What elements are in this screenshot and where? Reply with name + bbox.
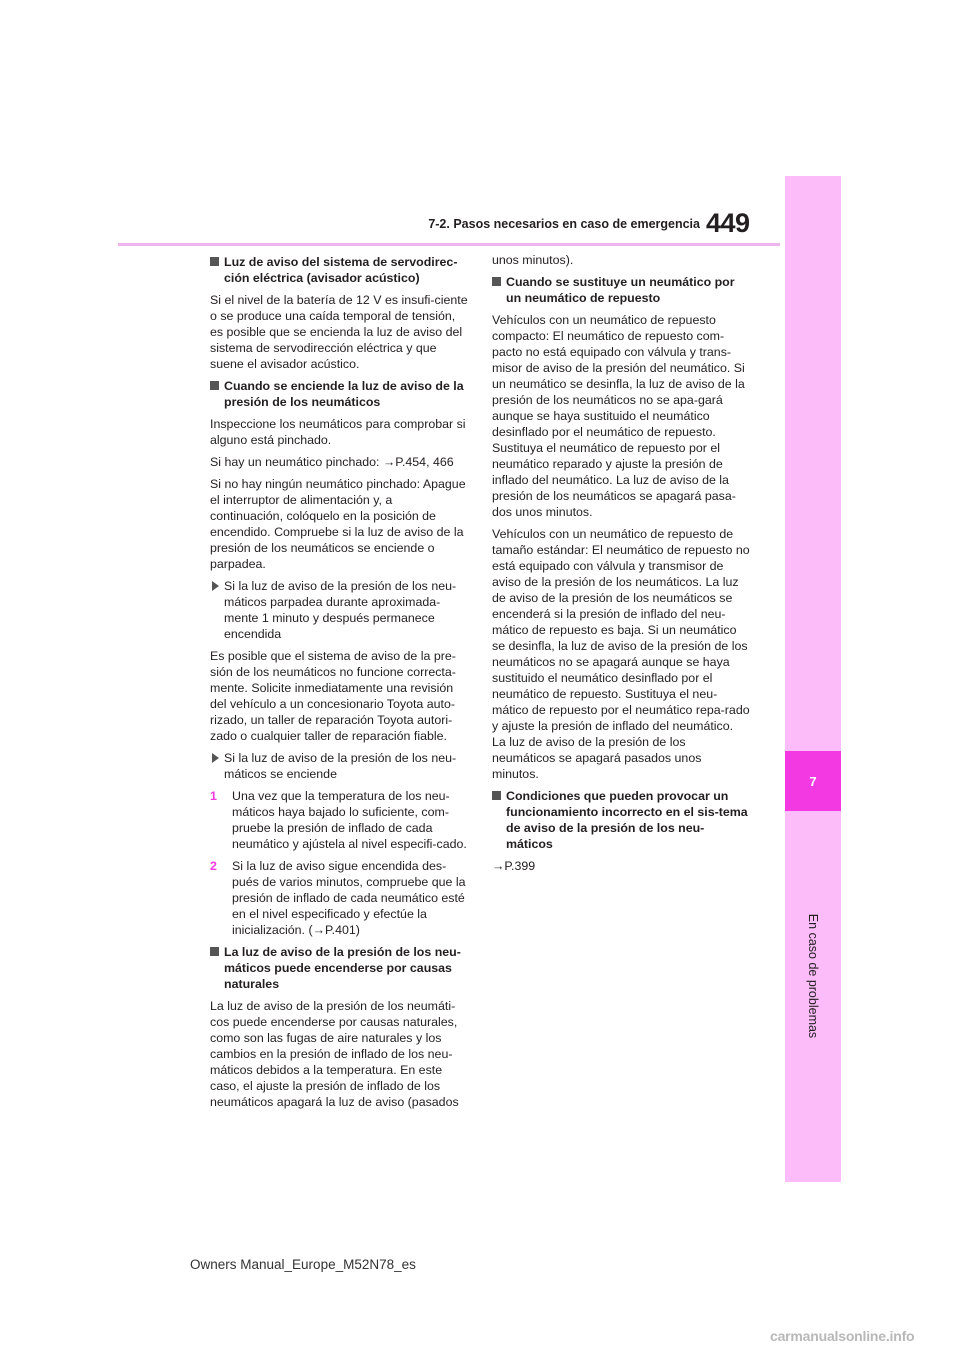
- heading-natural-causes: La luz de aviso de la presión de los neu-máticos puede encenderse por causas naturales: [210, 944, 468, 992]
- paragraph: Es posible que el sistema de aviso de la pre-sión de los neumáticos no funcione correcta-mente. Solicite inmediatamente una revisión del vehículo a un concesionario Toyota auto-rizado, un taller de reparación Toyota autori-zado o cualquier taller de reparación fiable.: [210, 649, 456, 743]
- chapter-side-tab: [785, 176, 841, 1182]
- step-2: 2 Si la luz de aviso sigue encendida des-pués de varios minutos, compruebe que la presión de inflado de cada neumático esté en el nivel especificado y efectúe la inicialización. (→P.401): [210, 859, 466, 937]
- step-number: 1: [210, 789, 217, 803]
- heading-spare-tire: Cuando se sustituye un neumático por un neumático de repuesto: [492, 274, 750, 306]
- square-bullet-icon: [492, 277, 501, 286]
- heading-malfunction-conditions: Condiciones que pueden provocar un funcionamiento incorrecto en el sis-tema de aviso de la presión de los neu-máticos: [492, 788, 750, 852]
- right-column: [492, 252, 750, 880]
- triangle-arrow-icon: [212, 581, 219, 591]
- left-column: [210, 252, 468, 1116]
- square-bullet-icon: [210, 381, 219, 390]
- chapter-number: 7: [785, 751, 841, 811]
- arrow-item-lit: Si la luz de aviso de la presión de los neu-máticos se enciende: [210, 750, 468, 782]
- square-bullet-icon: [210, 257, 219, 266]
- heading-tire-pressure-light: Cuando se enciende la luz de aviso de la presión de los neumáticos: [210, 378, 468, 410]
- page-reference-link[interactable]: →P.399: [492, 859, 536, 873]
- section-title: 7-2. Pasos necesarios en caso de emergencia: [428, 217, 700, 231]
- chapter-label: En caso de problemas: [806, 913, 820, 1039]
- paragraph-full-size-spare: Vehículos con un neumático de repuesto de tamaño estándar: El neumático de repuesto no está equipado con válvula y transmisor de aviso de la presión de los neumáticos. La luz de aviso de la presión de los neumáticos se encenderá si la presión de inflado del neu-mático de repuesto es baja. Si un neumático se desinfla, la luz de aviso de la presión de los neumáticos no se apagará aunque se haya sustituido el neumático desinflado por el neumático de repuesto. Sustituya el neu-mático de repuesto por el neumático repa-rado y ajuste la presión de inflado del neumático. La luz de aviso de la presión de los neumáticos se apagará pasados unos minutos.: [492, 527, 750, 781]
- paragraph: La luz de aviso de la presión de los neumáti-cos puede encenderse por causas naturales, como son las fugas de aire naturales y los cambios en la presión de inflado de los neu-máticos debidos a la temperatura. En este caso, el ajuste la presión de inflado de los neumáticos apagará la luz de aviso (pasados: [210, 999, 459, 1109]
- paragraph-continued: unos minutos).: [492, 253, 574, 267]
- step-number: 2: [210, 859, 217, 873]
- paragraph-compact-spare: Vehículos con un neumático de repuesto compacto: El neumático de repuesto com-pacto no está equipado con válvula y trans-misor de aviso de la presión del neumático. Si un neumático se desinfla, la luz de aviso de la presión de los neumáticos no se apa-gará aunque se haya sustituido el neumático desinflado por el neumático de repuesto. Sustituya el neumático de repuesto por el neumático reparado y ajuste la presión de inflado del neumático. La luz de aviso de la presión de los neumáticos se apagará pasa-dos unos minutos.: [492, 313, 745, 519]
- paragraph: Inspeccione los neumáticos para comprobar si alguno está pinchado.: [210, 417, 466, 447]
- triangle-arrow-icon: [212, 753, 219, 763]
- square-bullet-icon: [210, 947, 219, 956]
- paragraph: Si el nivel de la batería de 12 V es insufi-ciente o se produce una caída temporal de tensión, es posible que se encienda la luz de aviso del sistema de servodirección eléctrica y que suene el avisador acústico.: [210, 293, 468, 371]
- header-rule: [118, 243, 780, 246]
- arrow-item-blinking: Si la luz de aviso de la presión de los neu-máticos parpadea durante aproximada-mente 1 minuto y después permanece encendida: [210, 578, 468, 642]
- square-bullet-icon: [492, 791, 501, 800]
- heading-power-steering: Luz de aviso del sistema de servodirec-ción eléctrica (avisador acústico): [210, 254, 468, 286]
- watermark: carmanualsonline.info: [770, 1328, 915, 1344]
- paragraph-flat-tire-ref: Si hay un neumático pinchado: →P.454, 466: [210, 455, 454, 469]
- paragraph: Si no hay ningún neumático pinchado: Apague el interruptor de alimentación y, a continuación, colóquelo en la posición de encendido. Compruebe si la luz de aviso de la presión de los neumáticos se enciende o parpadea.: [210, 477, 466, 571]
- footer-manual-id: Owners Manual_Europe_M52N78_es: [190, 1257, 416, 1272]
- step-1: 1 Una vez que la temperatura de los neu-máticos haya bajado lo suficiente, com-pruebe la presión de inflado de cada neumático y ajústela al nivel especifi-cado.: [210, 789, 467, 851]
- page-number: 449: [706, 208, 750, 238]
